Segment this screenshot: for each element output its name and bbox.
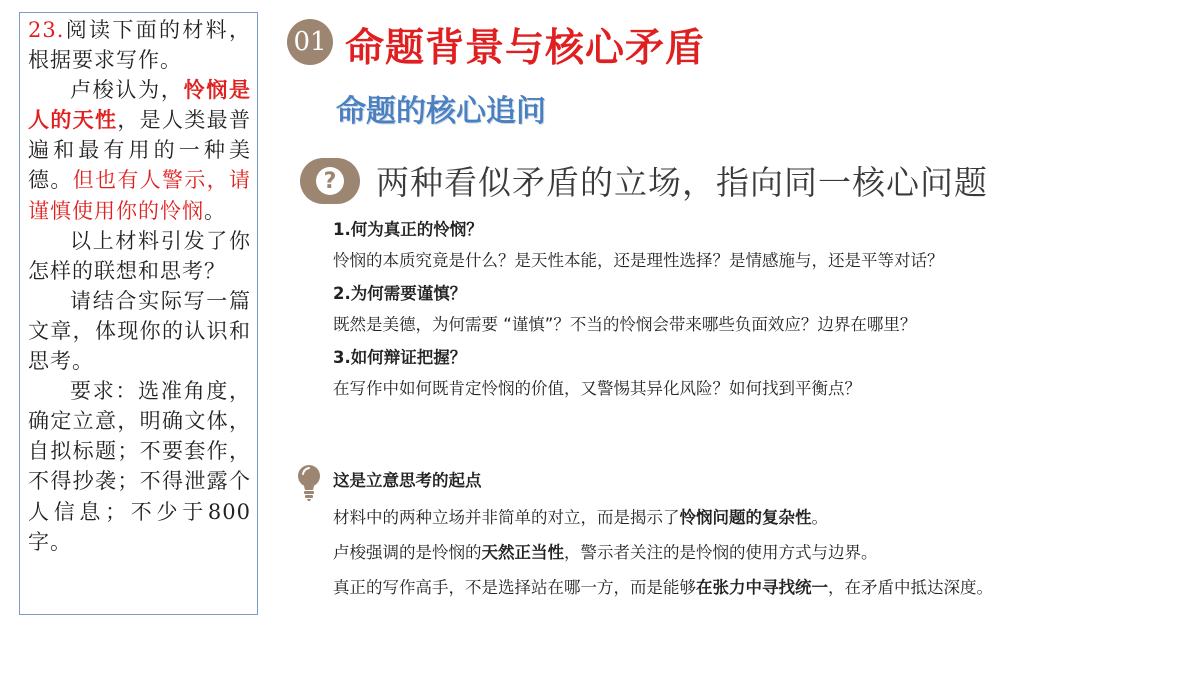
lightbulb-icon xyxy=(296,464,322,502)
insight-title: 这是立意思考的起点 xyxy=(333,471,482,490)
question-body: 既然是美德，为何需要 “谨慎”？不当的怜悯会带来哪些负面效应？边界在哪里？ xyxy=(333,315,917,334)
insight-text xyxy=(333,505,1183,610)
question-body: 怜悯的本质究竟是什么？是天性本能，还是理性选择？是情感施与，还是平等对话？ xyxy=(333,251,944,270)
question-number: 23. xyxy=(28,18,65,42)
page-subtitle: 命题的核心追问 xyxy=(336,94,546,129)
banner-heading: 两种看似矛盾的立场，指向同一核心问题 xyxy=(376,163,988,202)
page-title: 命题背景与核心矛盾 xyxy=(345,25,706,71)
insight-line: 材料中的两种立场并非简单的对立，而是揭示了怜悯问题的复杂性。 xyxy=(333,508,828,527)
essay-prompt-box xyxy=(19,12,258,615)
highlight-nature: 怜悯是人的天性 xyxy=(28,77,252,133)
question-heading: 3.如何辩证把握？ xyxy=(333,348,467,367)
section-number-badge: 01 xyxy=(287,19,333,65)
question-badge xyxy=(300,158,360,204)
insight-line: 卢梭强调的是怜悯的天然正当性，警示者关注的是怜悯的使用方式与边界。 xyxy=(333,543,878,562)
insight-line: 真正的写作高手，不是选择站在哪一方，而是能够在张力中寻找统一，在矛盾中抵达深度。 xyxy=(333,578,993,597)
prompt-question: 以上材料引发了你怎样的联想和思考？ xyxy=(28,228,251,283)
core-questions-list xyxy=(333,219,1173,411)
question-icon: ? xyxy=(316,167,344,195)
prompt-instruction: 请结合实际写一篇文章，体现你的认识和思考。 xyxy=(28,288,251,374)
prompt-material: 卢梭认为，怜悯是人的天性，是人类最普遍和最有用的一种美德。但也有人警示，请谨慎使用你的怜悯。 xyxy=(28,77,252,223)
question-heading: 1.何为真正的怜悯？ xyxy=(333,220,483,239)
highlight-warning: 但也有人警示，请谨慎使用你的怜悯 xyxy=(28,168,252,223)
question-body: 在写作中如何既肯定怜悯的价值，又警惕其异化风险？如何找到平衡点？ xyxy=(333,379,861,398)
prompt-intro: 23.阅读下面的材料，根据要求写作。 xyxy=(28,18,251,73)
question-heading: 2.为何需要谨慎？ xyxy=(333,284,467,303)
prompt-requirements: 要求：选准角度，确定立意，明确文体，自拟标题；不要套作，不得抄袭；不得泄露个人信息；不少于800字。 xyxy=(28,379,251,554)
